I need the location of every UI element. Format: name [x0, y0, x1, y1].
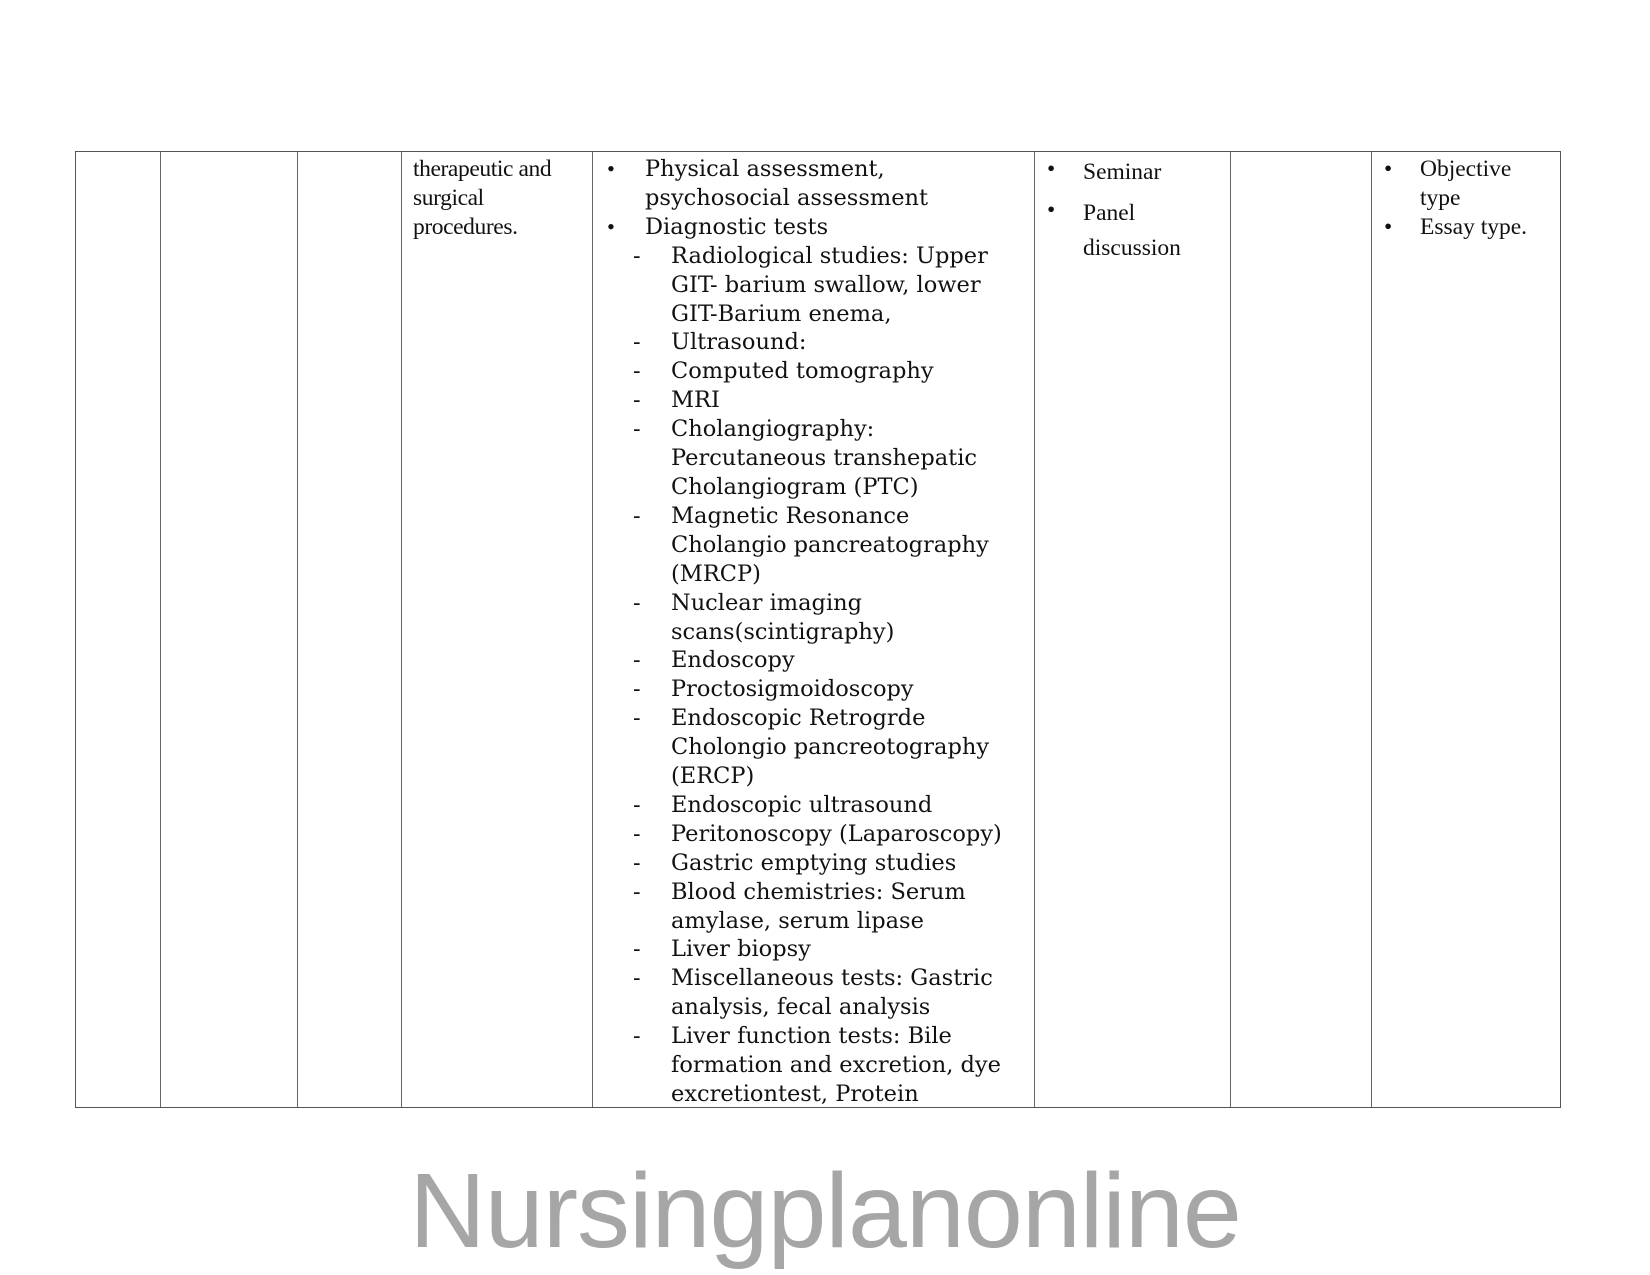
bullet-icon: •: [607, 213, 615, 239]
content-sub-item: [603, 646, 1030, 675]
content-sub-item: [603, 935, 1030, 964]
bullet-icon: •: [1384, 214, 1393, 240]
dash-icon: -: [633, 358, 641, 385]
dash-icon: -: [633, 936, 641, 963]
content-sub-item-text: Liver biopsy: [671, 936, 811, 963]
content-sub-item-text: Cholangiography: Percutaneous transhepatic Cholangiogram (PTC): [671, 416, 978, 500]
content-sub-item-text: Peritonoscopy (Laparoscopy): [671, 820, 1002, 847]
dash-icon: -: [633, 705, 641, 732]
table-cell-teaching-methods: [1035, 152, 1231, 1107]
content-sub-item: [603, 357, 1030, 386]
evaluation-item-text: Objective type: [1420, 156, 1512, 211]
content-sub-item-text: Computed tomography: [671, 358, 934, 385]
content-sub-item-text: Blood chemistries: Serum amylase, serum lipase: [671, 878, 966, 934]
dash-icon: -: [633, 791, 641, 818]
evaluation-list: [1382, 155, 1556, 242]
objective-text: therapeutic and surgical procedures.: [413, 156, 552, 240]
dash-icon: -: [633, 242, 641, 269]
content-sub-item-text: Endoscopic Retrogrde Cholongio pancreotography (ERCP): [671, 705, 990, 790]
content-sub-item-text: Magnetic Resonance Cholangio pancreatography (MRCP): [671, 502, 989, 587]
watermark: Nursingplanonline: [409, 1152, 1241, 1270]
content-sub-item: [603, 589, 1030, 647]
content-sub-item-text: Liver function tests: Bile formation and excretion, dye excretiontest, Protein: [671, 1023, 1001, 1107]
dash-icon: -: [633, 589, 641, 616]
curriculum-table: [75, 151, 1561, 1108]
dash-icon: -: [633, 387, 641, 414]
dash-icon: -: [633, 329, 641, 356]
content-bullet-item: [603, 213, 1030, 242]
evaluation-item: [1382, 155, 1556, 213]
table-cell-empty-7: [1231, 152, 1372, 1107]
content-bullet-item-text: Physical assessment, psychosocial assessment: [645, 156, 929, 211]
teaching-methods-list: [1045, 155, 1226, 272]
dash-icon: -: [633, 1023, 641, 1050]
content-sub-item-text: Gastric emptying studies: [671, 849, 957, 876]
content-sub-item: [603, 820, 1030, 849]
teaching-method-item: [1045, 196, 1226, 266]
content-sub-item: [603, 242, 1030, 329]
content-sub-item: [603, 502, 1030, 589]
content-sub-item-text: Proctosigmoidoscopy: [671, 676, 914, 703]
dash-icon: -: [633, 820, 641, 847]
content-sub-item: [603, 878, 1030, 936]
table-cell-content: [593, 152, 1035, 1107]
teaching-method-item-text: Panel discussion: [1083, 200, 1181, 261]
dash-icon: -: [633, 676, 641, 703]
content-sub-item-text: Ultrasound:: [671, 329, 807, 356]
evaluation-item-text: Essay type.: [1420, 214, 1528, 240]
evaluation-item: [1382, 213, 1556, 242]
content-sub-item: [603, 328, 1030, 357]
content-list: [603, 155, 1030, 1109]
dash-icon: -: [633, 416, 641, 443]
dash-icon: -: [633, 965, 641, 992]
content-bullet-item: [603, 155, 1030, 213]
content-sub-item: [603, 386, 1030, 415]
content-sub-item-text: Nuclear imaging scans(scintigraphy): [671, 589, 895, 645]
bullet-icon: •: [607, 156, 615, 181]
content-sub-item: [603, 1022, 1030, 1109]
content-sub-item-text: MRI: [671, 387, 720, 414]
dash-icon: -: [633, 849, 641, 876]
table-cell-evaluation: [1372, 152, 1560, 1107]
table-cell-empty-3: [298, 152, 402, 1107]
content-sub-item: [603, 415, 1030, 502]
content-bullet-item-text: Diagnostic tests: [645, 213, 829, 240]
content-sub-item: [603, 675, 1030, 704]
content-sub-item: [603, 964, 1030, 1022]
table-cell-objectives: [402, 152, 593, 1107]
dash-icon: -: [633, 647, 641, 674]
teaching-method-item-text: Seminar: [1083, 159, 1162, 185]
bullet-icon: •: [1047, 197, 1056, 223]
content-sub-item-text: Miscellaneous tests: Gastric analysis, fecal analysis: [671, 965, 993, 1021]
dash-icon: -: [633, 502, 641, 529]
bullet-icon: •: [1047, 156, 1056, 182]
content-sub-item-text: Endoscopic ultrasound: [671, 791, 933, 818]
content-sub-item-text: Endoscopy: [671, 647, 795, 674]
table-cell-empty-1: [76, 152, 161, 1107]
content-sub-item: [603, 704, 1030, 791]
dash-icon: -: [633, 878, 641, 905]
content-sub-item: [603, 791, 1030, 820]
content-sub-item: [603, 849, 1030, 878]
table-cell-empty-2: [161, 152, 298, 1107]
bullet-icon: •: [1384, 156, 1393, 182]
teaching-method-item: [1045, 155, 1226, 190]
content-sub-item-text: Radiological studies: Upper GIT- barium swallow, lower GIT-Barium enema,: [671, 242, 988, 327]
